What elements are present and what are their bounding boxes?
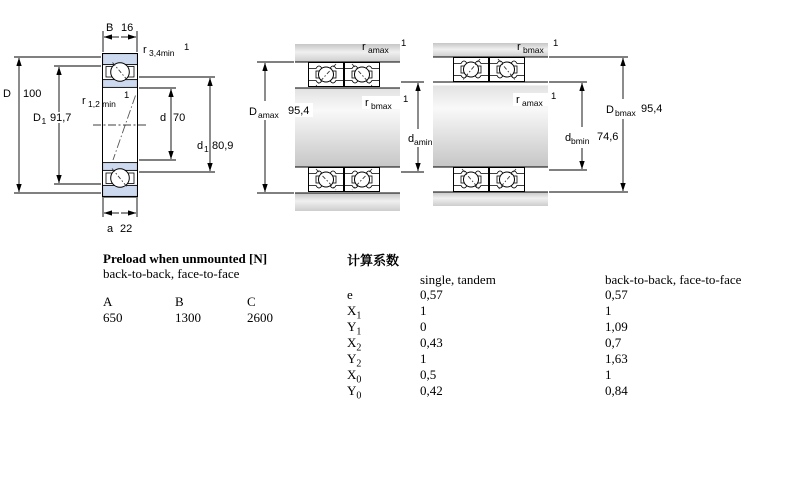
dim-rbmax-letter: r (365, 97, 369, 109)
dim-dbmin-sub: bmin (571, 136, 590, 146)
dim-d1-sub: 1 (204, 144, 209, 154)
factors-row-y0 (347, 383, 787, 402)
preload-col-header: A (103, 294, 113, 309)
dim-a (103, 198, 137, 217)
dim-D1-letter: D (33, 112, 41, 124)
factor-label: $Y_2$ (347, 351, 362, 370)
factor-value-b2b: 0,7 (605, 335, 622, 350)
dim-D1-value: 91,7 (50, 112, 72, 124)
dim-rbmax-sub: bmax (371, 101, 392, 111)
dim-damin-letter: d (408, 133, 415, 145)
factor-label: e (347, 287, 353, 302)
factor-value-single: 0,5 (420, 367, 437, 382)
dim-d-value: 70 (173, 112, 186, 124)
dim-a-value: 22 (120, 223, 133, 235)
bearing-cell (453, 58, 489, 82)
calculation-factors-table (347, 250, 787, 410)
dim-ramax-footnote: 1 (551, 91, 557, 102)
preload-col-header: B (175, 294, 184, 309)
dim-rbmax-footnote: 1 (553, 38, 559, 49)
preload-table-title: Preload when unmounted [N] (103, 251, 268, 266)
dim-r12-footnote: 1 (124, 90, 130, 101)
dim-D (14, 57, 101, 193)
factor-label: $X_2$ (347, 335, 362, 354)
dim-B-value: 16 (121, 22, 134, 34)
dim-Damax-value: 95,4 (288, 105, 310, 117)
preload-col-value: 1300 (175, 310, 201, 325)
preload-col-header: C (247, 294, 256, 309)
factors-table-title: 计算系数 (347, 253, 400, 268)
factor-value-b2b: 1 (605, 367, 612, 382)
dim-rbmax-letter: r (517, 41, 521, 53)
factors-row-e (347, 287, 787, 303)
dim-d-letter: d (160, 112, 167, 124)
bearing-cell (344, 168, 380, 192)
factor-value-b2b: 1,09 (605, 319, 628, 334)
bearing-cell (344, 63, 380, 87)
factor-value-b2b: 1 (605, 303, 612, 318)
dim-d1-letter: d (197, 140, 204, 152)
housing-bar-bottom (433, 192, 548, 206)
factors-col-header-back-to-back: back-to-back, face-to-face (605, 272, 742, 287)
dim-rbmax-footnote: 1 (403, 94, 409, 105)
preload-table-subtitle: back-to-back, face-to-face (103, 266, 240, 281)
factor-value-b2b: 0,84 (605, 383, 628, 398)
factor-value-single: 1 (420, 303, 427, 318)
dim-D1-sub: 1 (41, 116, 47, 126)
bearing-diagrams (0, 0, 800, 240)
paired-bearing-figure-b (433, 38, 670, 206)
bearing-cell (489, 168, 525, 192)
dim-Damax-letter: D (249, 106, 257, 118)
factor-label: $Y_0$ (347, 383, 362, 402)
factors-row-y1 (347, 319, 787, 338)
dim-ramax-sub: amax (368, 45, 389, 55)
bearing-cell (453, 168, 489, 192)
dim-d1 (139, 77, 215, 172)
dim-r34-footnote: 1 (184, 42, 190, 53)
factor-value-single: 0 (420, 319, 427, 334)
factors-row-x1 (347, 303, 787, 322)
dim-r34-letter: r (143, 44, 147, 56)
dim-D-value: 100 (23, 88, 42, 100)
dim-Damax (257, 62, 294, 193)
dim-ramax-sub: amax (522, 98, 543, 108)
dim-r34-sub: 3,4min (149, 48, 175, 58)
bearing-cell (489, 58, 525, 82)
factor-label: $X_0$ (347, 367, 362, 386)
dim-r12-sub: 1,2 min (88, 99, 116, 109)
factor-value-b2b: 1,63 (605, 351, 628, 366)
factors-row-y2 (347, 351, 787, 370)
factors-row-x0 (347, 367, 787, 386)
dim-dbmin-value: 74,6 (597, 131, 619, 143)
dim-dbmin-letter: d (565, 132, 572, 144)
factor-value-single: 1 (420, 351, 427, 366)
dim-rbmax-sub: bmax (523, 45, 544, 55)
dim-ramax-footnote: 1 (401, 38, 407, 49)
dim-Dbmax-value: 95,4 (641, 103, 663, 115)
bearing-section-top (103, 54, 138, 88)
factor-value-single: 0,43 (420, 335, 443, 350)
dim-d (139, 88, 176, 160)
dim-d1-value: 80,9 (212, 140, 234, 152)
dim-Dbmax-letter: D (606, 104, 614, 116)
factor-label: $X_1$ (347, 303, 362, 322)
bearing-cell (308, 168, 344, 192)
factors-row-x2 (347, 335, 787, 354)
dim-ramax-letter: r (516, 94, 520, 106)
factor-value-b2b: 0,57 (605, 287, 628, 302)
dim-r12-letter: r (82, 95, 86, 107)
factor-label: $Y_1$ (347, 319, 362, 338)
dim-B (103, 31, 137, 52)
dim-B-letter: B (106, 22, 114, 34)
factor-value-single: 0,57 (420, 287, 443, 302)
dim-Damax-sub: amax (258, 110, 279, 120)
dim-Dbmax (549, 57, 628, 192)
factors-col-header-single-tandem: single, tandem (420, 272, 496, 287)
bearing-cell (308, 63, 344, 87)
dim-damin-sub: amin (414, 137, 433, 147)
single-bearing-figure (3, 22, 233, 235)
dim-a-letter: a (107, 223, 114, 235)
dim-D-letter: D (3, 88, 11, 100)
housing-bar-bottom (295, 193, 400, 211)
factor-value-single: 0,42 (420, 383, 443, 398)
preload-col-value: 650 (103, 310, 123, 325)
dim-Dbmax-sub: bmax (615, 108, 636, 118)
bearing-section-bottom (103, 163, 138, 197)
preload-col-value: 2600 (247, 310, 273, 325)
dim-ramax-letter: r (362, 41, 366, 53)
